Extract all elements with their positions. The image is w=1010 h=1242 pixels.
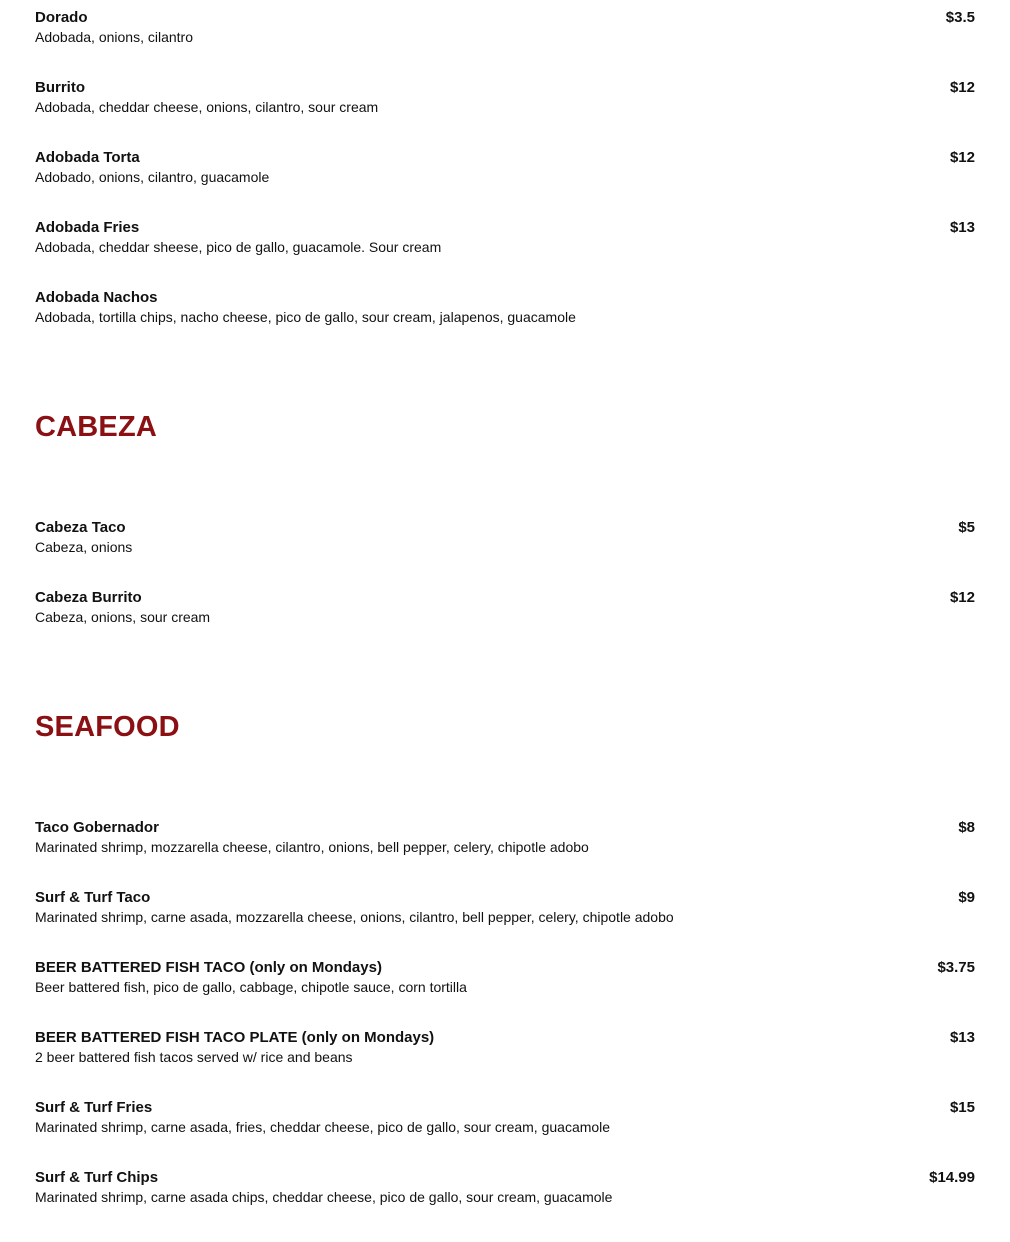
item-description: 2 beer battered fish tacos served w/ rice and beans xyxy=(35,1049,353,1065)
item-name: Adobada Nachos xyxy=(35,289,158,306)
item-description: Cabeza, onions, sour cream xyxy=(35,609,211,625)
menu-item-beer-battered-fish-taco xyxy=(35,952,975,1002)
item-price: $3.5 xyxy=(945,9,975,26)
item-description: Beer battered fish, pico de gallo, cabbage, chipotle sauce, corn tortilla xyxy=(35,979,467,995)
item-description: Cabeza, onions xyxy=(35,539,133,555)
item-name: Dorado xyxy=(35,9,88,26)
item-name: Taco Gobernador xyxy=(35,819,159,836)
item-name: Cabeza Taco xyxy=(35,519,126,536)
item-description: Adobado, onions, cilantro, guacamole xyxy=(35,169,270,185)
item-price: $3.75 xyxy=(937,959,975,976)
menu-item-surf-turf-taco xyxy=(35,882,975,932)
item-name: Surf & Turf Chips xyxy=(35,1169,159,1186)
item-price: $8 xyxy=(958,819,975,836)
item-description: Marinated shrimp, carne asada, fries, cheddar cheese, pico de gallo, sour cream, guacamole xyxy=(35,1119,611,1135)
item-price: $12 xyxy=(949,589,975,606)
item-description: Marinated shrimp, carne asada chips, cheddar cheese, pico de gallo, sour cream, guacamole xyxy=(35,1189,613,1205)
item-name: BEER BATTERED FISH TACO (only on Mondays) xyxy=(35,959,382,976)
item-price: $12 xyxy=(949,79,975,96)
menu-item-adobada-nachos xyxy=(35,282,975,332)
menu-item-surf-turf-fries xyxy=(35,1092,975,1142)
menu-item-burrito xyxy=(35,72,975,122)
item-name: BEER BATTERED FISH TACO PLATE (only on Mondays) xyxy=(35,1029,435,1046)
item-description: Adobada, tortilla chips, nacho cheese, pico de gallo, sour cream, jalapenos, guacamole xyxy=(35,309,576,325)
item-description: Adobada, cheddar sheese, pico de gallo, guacamole. Sour cream xyxy=(35,239,442,255)
item-description: Marinated shrimp, carne asada, mozzarella cheese, onions, cilantro, bell pepper, celery, chipotle adobo xyxy=(35,909,674,925)
item-name: Adobada Torta xyxy=(35,149,140,166)
item-description: Marinated shrimp, mozzarella cheese, cilantro, onions, bell pepper, celery, chipotle adobo xyxy=(35,839,589,855)
menu-item-dorado xyxy=(35,2,975,52)
item-price: $12 xyxy=(949,149,975,166)
item-name: Burrito xyxy=(35,79,85,96)
item-name: Surf & Turf Taco xyxy=(35,889,151,906)
item-price: $9 xyxy=(958,889,975,906)
item-description: Adobada, cheddar cheese, onions, cilantro, sour cream xyxy=(35,99,379,115)
menu-item-taco-gobernador xyxy=(35,812,975,862)
item-price: $5 xyxy=(958,519,975,536)
item-name: Surf & Turf Fries xyxy=(35,1099,153,1116)
menu-item-beer-battered-fish-taco-plate xyxy=(35,1022,975,1072)
menu-item-surf-turf-chips xyxy=(35,1162,975,1212)
section-title-cabeza: CABEZA xyxy=(35,411,158,443)
menu-item-adobada-torta xyxy=(35,142,975,192)
item-price: $13 xyxy=(949,1029,975,1046)
item-price: $15 xyxy=(949,1099,975,1116)
item-description: Adobada, onions, cilantro xyxy=(35,29,193,45)
menu-item-cabeza-burrito xyxy=(35,582,975,632)
item-name: Adobada Fries xyxy=(35,219,140,236)
menu-item-cabeza-taco xyxy=(35,512,975,562)
item-name: Cabeza Burrito xyxy=(35,589,142,606)
item-price: $14.99 xyxy=(929,1169,975,1186)
item-price: $13 xyxy=(949,219,975,236)
menu-item-adobada-fries xyxy=(35,212,975,262)
section-title-seafood: SEAFOOD xyxy=(35,711,180,743)
